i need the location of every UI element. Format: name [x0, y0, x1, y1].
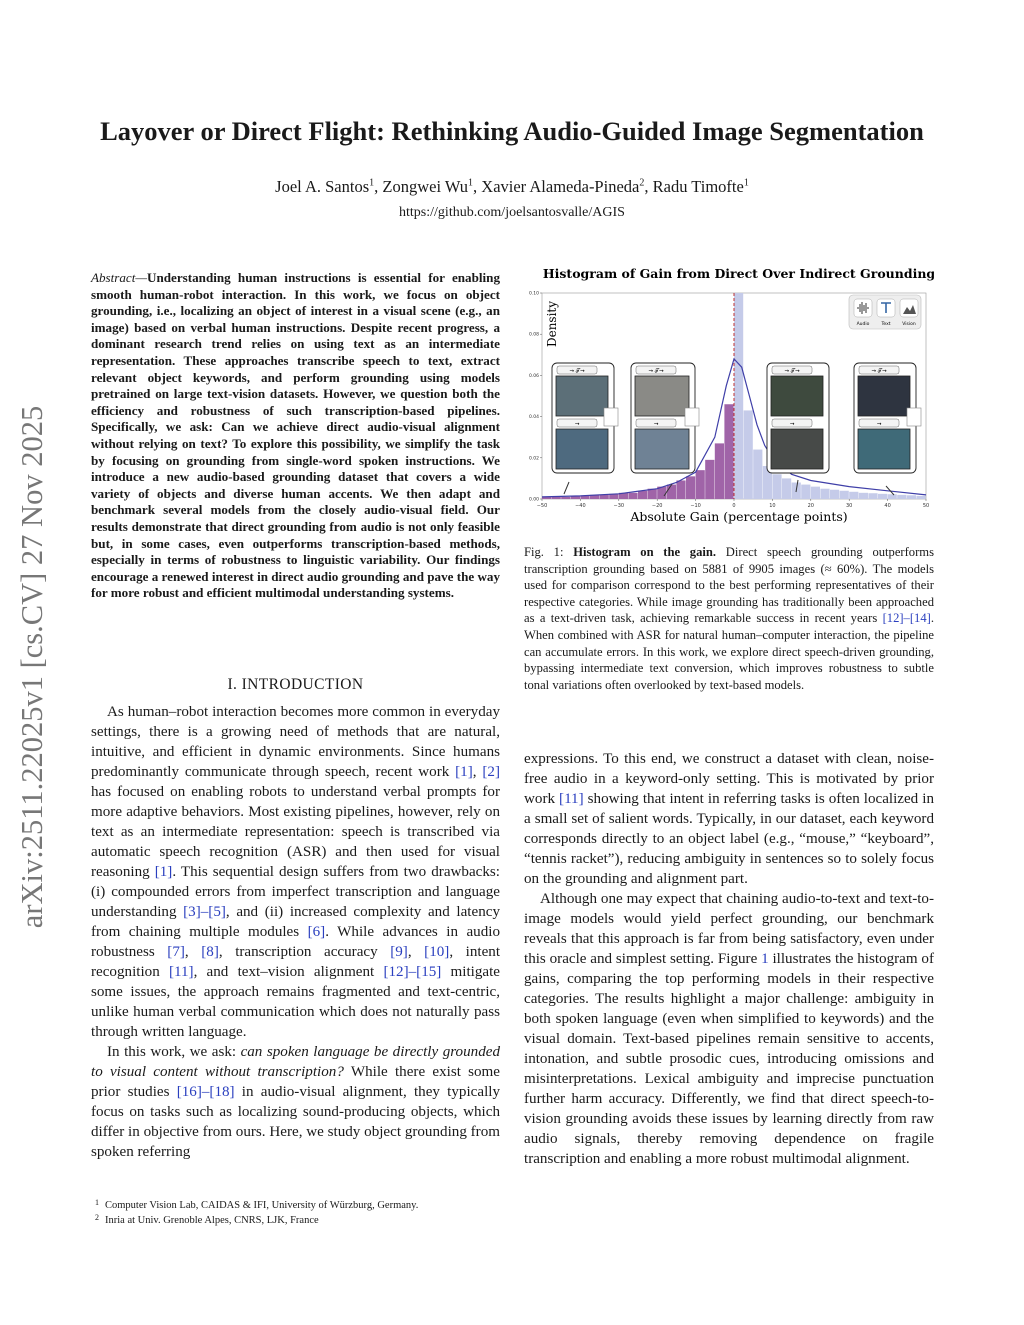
abstract: Abstract—Understanding human instructions is essential for enabling smooth human-robot interaction. In this work, we focus on object grounding, i.e., localizing an object of interest in a visual scene (e.g., an image) based on verbal human instructions. Despite recent progress, a dominant research trend relies on using text as an intermediate representation. These approaches transcribe speech to text, extract relevant object keywords, and perform grounding using models pretrained on large text-vision datasets. However, we question both the efficiency and robustness of such transcription-based pipelines. Specifically, we ask: Can we achieve direct audio-visual alignment without relying on text? To explore this possibility, we simplify the task by focusing on grounding from single-word spoken instructions. We introduce a new audio-based grounding dataset that covers a wide variety of objects and diverse human accents. We then adapt and benchmark several models from the closely audio-visual field. Our results demonstrate that direct grounding from audio is not only feasible but, in some cases, even outperforms transcription-based methods, especially in terms of robustness to linguistic variability. Our findings encourage a renewed interest in direct audio grounding and pave the way for more robust and efficient multimodal understanding systems. [91, 270, 500, 601]
caption-label: Fig. 1: [524, 545, 564, 559]
speaker-icon [604, 408, 618, 426]
citation-link[interactable]: [16]–[18] [176, 1084, 235, 1100]
citation-link[interactable]: 1 [761, 951, 769, 967]
y-axis-label: Density [545, 300, 559, 348]
histogram-bar-positive [820, 489, 829, 499]
figure-1 [524, 262, 934, 530]
svg-text:→ 𝒯→: → 𝒯→ [648, 368, 664, 375]
citation-link[interactable]: [12]–[14] [882, 611, 931, 626]
histogram-bar-positive [916, 496, 925, 499]
paragraph: As human–robot interaction becomes more common in everyday settings, there is a growing need of methods that are natural, intuitive, and efficient in dynamic environments. Since humans predominantly communicate through speech, recent work [1], [2] has focused on enabling robots to understand verbal prompts for more adaptive behaviors. Most existing pipelines, however, rely on text as an intermediate representation: speech is transcribed via automatic speech recognition (ASR) and then used for visual reasoning [1]. This sequential design suffers from two drawbacks: (i) compounded errors from imperfect transcription and language understanding [3]–[5], and (ii) increased complexity and latency from chaining multiple modules [6]. While advances in audio robustness [7], [8], transcription accuracy [9], [10], intent recognition [11], and text–vision alignment [12]–[15] mitigate some issues, the approach remains fragmented and text-centric, unlike human verbal communication which does not naturally pass through written language. [91, 704, 501, 1040]
histogram-bar-negative [696, 470, 705, 499]
example-panel-4 [854, 363, 921, 473]
svg-text:→ 𝒯→: → 𝒯→ [569, 368, 585, 375]
citation-link[interactable]: [8] [201, 944, 219, 960]
histogram-bar-positive [849, 492, 858, 499]
pointer-arrow [564, 482, 569, 494]
author-name: Radu Timofte [652, 177, 744, 196]
y-tick-label: 0.00 [528, 497, 539, 503]
abstract-text: Understanding human instructions is essential for enabling smooth human-robot interaction. In this work, we focus on object grounding, i.e., localizing an object of interest in a visual scene (e.g., an image) based on verbal human instructions. Despite recent progress, a dominant research trend relies on using text as an intermediate representation. These approaches transcribe speech to text, extract relevant object keywords, and perform grounding using models pretrained on large text-vision datasets. However, we question both the efficiency and robustness of such transcription-based pipelines. Specifically, we ask: Can we achieve direct audio-visual alignment without relying on text? To explore this possibility, we simplify the task by focusing on grounding from single-word spoken instructions. We introduce a new audio-based grounding dataset that covers a wide variety of objects and diverse human accents. We then adapt and benchmark several models from the closely audio-visual field. Our results demonstrate that direct grounding from audio is not only feasible but, in some cases, even outperforms transcription-based methods, especially in terms of robustness to linguistic variability. Our findings encourage a renewed interest in direct audio grounding and pave the way for more robust and efficient multimodal understanding systems. [91, 270, 500, 601]
svg-text:→: → [876, 421, 882, 428]
citation-link[interactable]: [7] [167, 944, 185, 960]
x-tick-label: −30 [613, 503, 625, 509]
repository-link[interactable]: https://github.com/joelsantosvalle/AGIS [399, 205, 625, 220]
citation-link[interactable]: [12]–[15] [383, 964, 442, 980]
histogram-bar-negative [561, 497, 570, 499]
intro-column-left [91, 702, 500, 1162]
x-tick-label: −10 [690, 503, 701, 509]
abstract-label: Abstract [91, 270, 136, 285]
arxiv-side-label: arXiv:2511.22025v1 [cs.CV] 27 Nov 2025 [15, 405, 49, 929]
y-tick-label: 0.06 [528, 373, 539, 379]
author-name: Joel A. Santos [275, 177, 370, 196]
histogram-bar-positive [878, 494, 887, 499]
emphasis: can spoken language be directly grounded to visual content without transcription? [91, 1044, 500, 1080]
caption-title: Histogram on the gain. [573, 545, 717, 559]
paper-title: Layover or Direct Flight: Rethinking Audio-Guided Image Segmentation [100, 116, 924, 146]
citation-link[interactable]: [6] [307, 924, 326, 940]
histogram-bar-negative [628, 493, 637, 499]
histogram-bar-positive [811, 487, 820, 499]
histogram-bar-positive [907, 495, 916, 499]
y-tick-label: 0.02 [528, 456, 539, 462]
example-panel-1 [552, 363, 618, 473]
x-tick-label: 30 [846, 503, 853, 509]
citation-link[interactable]: [11] [168, 964, 194, 980]
citation-link[interactable]: [3]–[5] [183, 904, 226, 920]
footnotes [91, 1198, 500, 1228]
citation-link[interactable]: [1] [154, 864, 173, 880]
histogram-bar-negative [705, 460, 714, 499]
author-list: Joel A. Santos$^1$, Zongwei Wu$^1$, Xavier Alameda-Pineda$^2$, Radu Timofte$^1$ [275, 177, 749, 196]
histogram-bar-positive [859, 493, 868, 499]
y-tick-label: 0.08 [528, 332, 539, 338]
x-tick-label: −20 [651, 503, 663, 509]
histogram-bar-positive [888, 494, 897, 499]
chart-title: Histogram of Gain from Direct Over Indirect Grounding [542, 266, 934, 281]
svg-text:→ 𝒯→: → 𝒯→ [871, 368, 887, 375]
x-tick-label: 0 [732, 503, 736, 509]
histogram-bar-negative [724, 404, 733, 499]
author-name: Zongwei Wu [382, 177, 469, 196]
x-tick-label: 20 [807, 503, 814, 509]
citation-link[interactable]: [2] [482, 764, 501, 780]
histogram-bar-negative [638, 491, 647, 499]
y-tick-label: 0.10 [528, 291, 539, 297]
x-tick-label: −50 [536, 503, 548, 509]
x-axis-label: Absolute Gain (percentage points) [630, 509, 848, 524]
citation-link[interactable]: [10] [424, 944, 450, 960]
histogram-bar-positive [830, 490, 839, 499]
author-name: Xavier Alameda-Pineda [481, 177, 640, 196]
modality-legend [849, 295, 921, 329]
histogram-bar-positive [753, 450, 762, 499]
svg-text:→: → [789, 421, 795, 428]
histogram-bar-positive [840, 491, 849, 499]
audio-icon [854, 299, 872, 317]
footnote: 2 Inria at Univ. Grenoble Alpes, CNRS, LJK, France [95, 1213, 319, 1226]
svg-text:→ 𝒯→: → 𝒯→ [784, 368, 800, 375]
citation-link[interactable]: [9] [390, 944, 408, 960]
figure-caption: Fig. 1: Histogram on the gain. Direct speech grounding outperforms transcription grounding based on 5881 of 9905 images (≈ 60%). The models used for comparison correspond to the best performing representatives of their respective categories. While image grounding has traditionally been approached as a text-driven task, achieving remarkable success in recent years [12]–[14]. When combined with ASR for natural human–computer interaction, the pipeline can accumulate errors. In this work, we explore direct speech-driven grounding, bypassing intermediate text conversion, which improves robustness to subtle tonal variations often overlooked by text-based models. [524, 545, 934, 692]
svg-text:→: → [574, 421, 580, 428]
vision-icon [900, 299, 918, 317]
x-tick-label: 40 [884, 503, 891, 509]
histogram-chart [524, 262, 934, 530]
paragraph: In this work, we ask: can spoken language be directly grounded to visual content without transcription? While there exist some prior studies [16]–[18] in audio-visual alignment, they typically focus on tasks such as localizing sound-producing objects, which differ in objective from ours. Here, we study object grounding from spoken referring [91, 1044, 500, 1160]
speaker-icon [685, 408, 699, 426]
svg-text:Audio: Audio [856, 322, 870, 327]
example-panel-3 [767, 363, 829, 473]
histogram-bar-negative [686, 476, 695, 499]
footnote: 1 Computer Vision Lab, CAIDAS & IFI, University of Würzburg, Germany. [95, 1198, 419, 1211]
histogram-bar-positive [782, 478, 791, 499]
histogram-bar-negative [715, 443, 724, 499]
x-tick-label: −40 [575, 503, 586, 509]
svg-text:→: → [653, 421, 659, 428]
intro-column-right [524, 749, 934, 1169]
citation-link[interactable]: [11] [559, 791, 584, 807]
histogram-bar-positive [868, 493, 877, 499]
section-heading: I. INTRODUCTION [227, 676, 364, 693]
citation-link[interactable]: [1] [455, 764, 473, 780]
histogram-bar-negative [676, 480, 685, 499]
svg-text:Text: Text [881, 322, 891, 327]
histogram-bar-positive [772, 474, 781, 499]
svg-text:Vision: Vision [902, 322, 916, 327]
paragraph: expressions. To this end, we construct a dataset with clean, noise-free audio in a keyword-only setting. This is motivated by prior work [11] showing that intent in referring tasks is often localized in a small set of salient words. Typically, in our dataset, each keyword corresponds directly to an object label (e.g., “mouse,” “keyboard”, “tennis racket”), reducing ambiguity in sentences so to solely focus on the grounding and alignment part. [524, 751, 934, 887]
histogram-bar-negative [600, 495, 609, 499]
example-panel-2 [631, 363, 699, 473]
histogram-bar-negative [552, 497, 561, 499]
speaker-icon [907, 408, 921, 426]
y-tick-label: 0.04 [528, 415, 539, 421]
x-tick-label: 50 [922, 503, 930, 509]
histogram-bar-positive [801, 485, 810, 499]
x-tick-label: 10 [769, 503, 776, 509]
histogram-bar-positive [897, 495, 906, 499]
histogram-bar-positive [734, 293, 743, 499]
histogram-bar-positive [744, 410, 753, 499]
paragraph: Although one may expect that chaining audio-to-text and text-to-image models would yield perfect grounding, our benchmark reveals that this approach is far from being satisfactory, even under this oracle and simplest setting. Figure 1 illustrates the histogram of gains, comparing the top performing models in their respective categories. The results highlight a major challenge: ambiguity in both spoken language (even when simplified to keywords) and the visual domain. Text-based pipelines remain sensitive to accents, intonation, and subtle prosodic cues, introducing omissions and misinterpretations. Lexical ambiguity and imprecise punctuation further harm accuracy. Differently, we find that direct speech-to-vision grounding avoids these issues by learning directly from raw audio signals, thereby removing dependence on fragile transcription and enabling a more robust multimodal alignment. [524, 891, 934, 1167]
histogram-bar-negative [667, 485, 676, 499]
